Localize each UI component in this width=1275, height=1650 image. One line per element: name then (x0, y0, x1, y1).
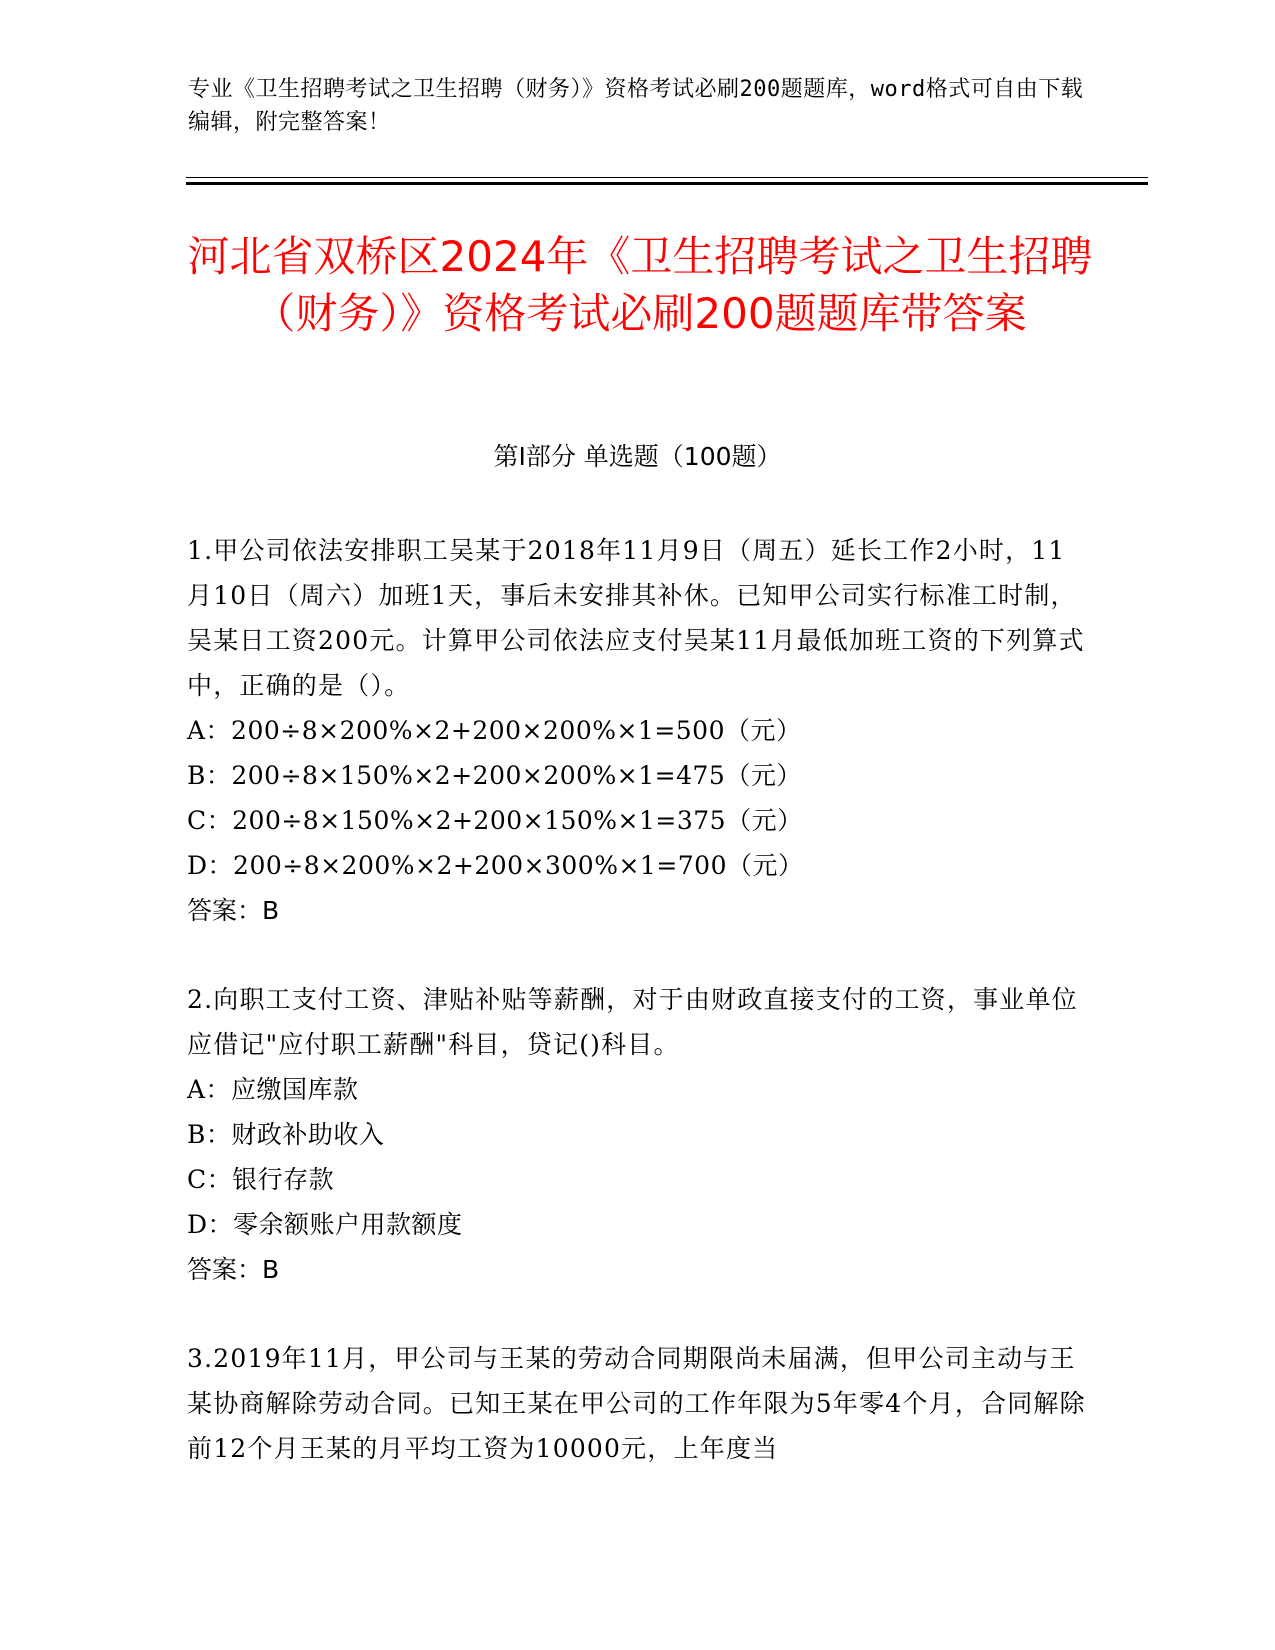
question-1 (187, 528, 1087, 933)
header-divider-thin (186, 177, 1148, 178)
question-list (187, 528, 1087, 1515)
question-3 (187, 1336, 1087, 1471)
question-2 (187, 977, 1087, 1292)
header-note: 专业《卫生招聘考试之卫生招聘（财务）》资格考试必刷200题题库，word格式可自由下载编辑，附完整答案！ (188, 77, 1084, 135)
option-b: B：财政补助收入 (187, 1120, 385, 1149)
answer: 答案：B (187, 1255, 280, 1284)
question-stem: 3.2019年11月，甲公司与王某的劳动合同期限尚未届满，但甲公司主动与王某协商解除劳动合同。已知王某在甲公司的工作年限为5年零4个月，合同解除前12个月王某的月平均工资为10000元，上年度当 (187, 1344, 1086, 1463)
question-stem: 1.甲公司依法安排职工吴某于2018年11月9日（周五）延长工作2小时，11月10日（周六）加班1天，事后未安排其补休。已知甲公司实行标准工时制，吴某日工资200元。计算甲公司依法应支付吴某11月最低加班工资的下列算式中，正确的是（）。 (187, 536, 1085, 700)
section-heading: 第I部分 单选题（100题） (493, 442, 782, 471)
option-a: A：200÷8×200%×2+200×200%×1=500（元） (187, 716, 802, 745)
option-c: C：200÷8×150%×2+200×150%×1=375（元） (187, 806, 803, 835)
option-b: B：200÷8×150%×2+200×200%×1=475（元） (187, 761, 802, 790)
answer: 答案：B (187, 896, 280, 925)
question-stem: 2.向职工支付工资、津贴补贴等薪酬，对于由财政直接支付的工资，事业单位应借记"应付职工薪酬"科目，贷记()科目。 (187, 985, 1078, 1059)
option-a: A：应缴国库款 (187, 1075, 359, 1104)
document-title: 河北省双桥区2024年《卫生招聘考试之卫生招聘（财务）》资格考试必刷200题题库带答案 (187, 232, 1093, 338)
header-divider-thick (186, 182, 1148, 185)
option-d: D：零余额账户用款额度 (187, 1210, 463, 1239)
option-c: C：银行存款 (187, 1165, 335, 1194)
option-d: D：200÷8×200%×2+200×300%×1=700（元） (187, 851, 804, 880)
